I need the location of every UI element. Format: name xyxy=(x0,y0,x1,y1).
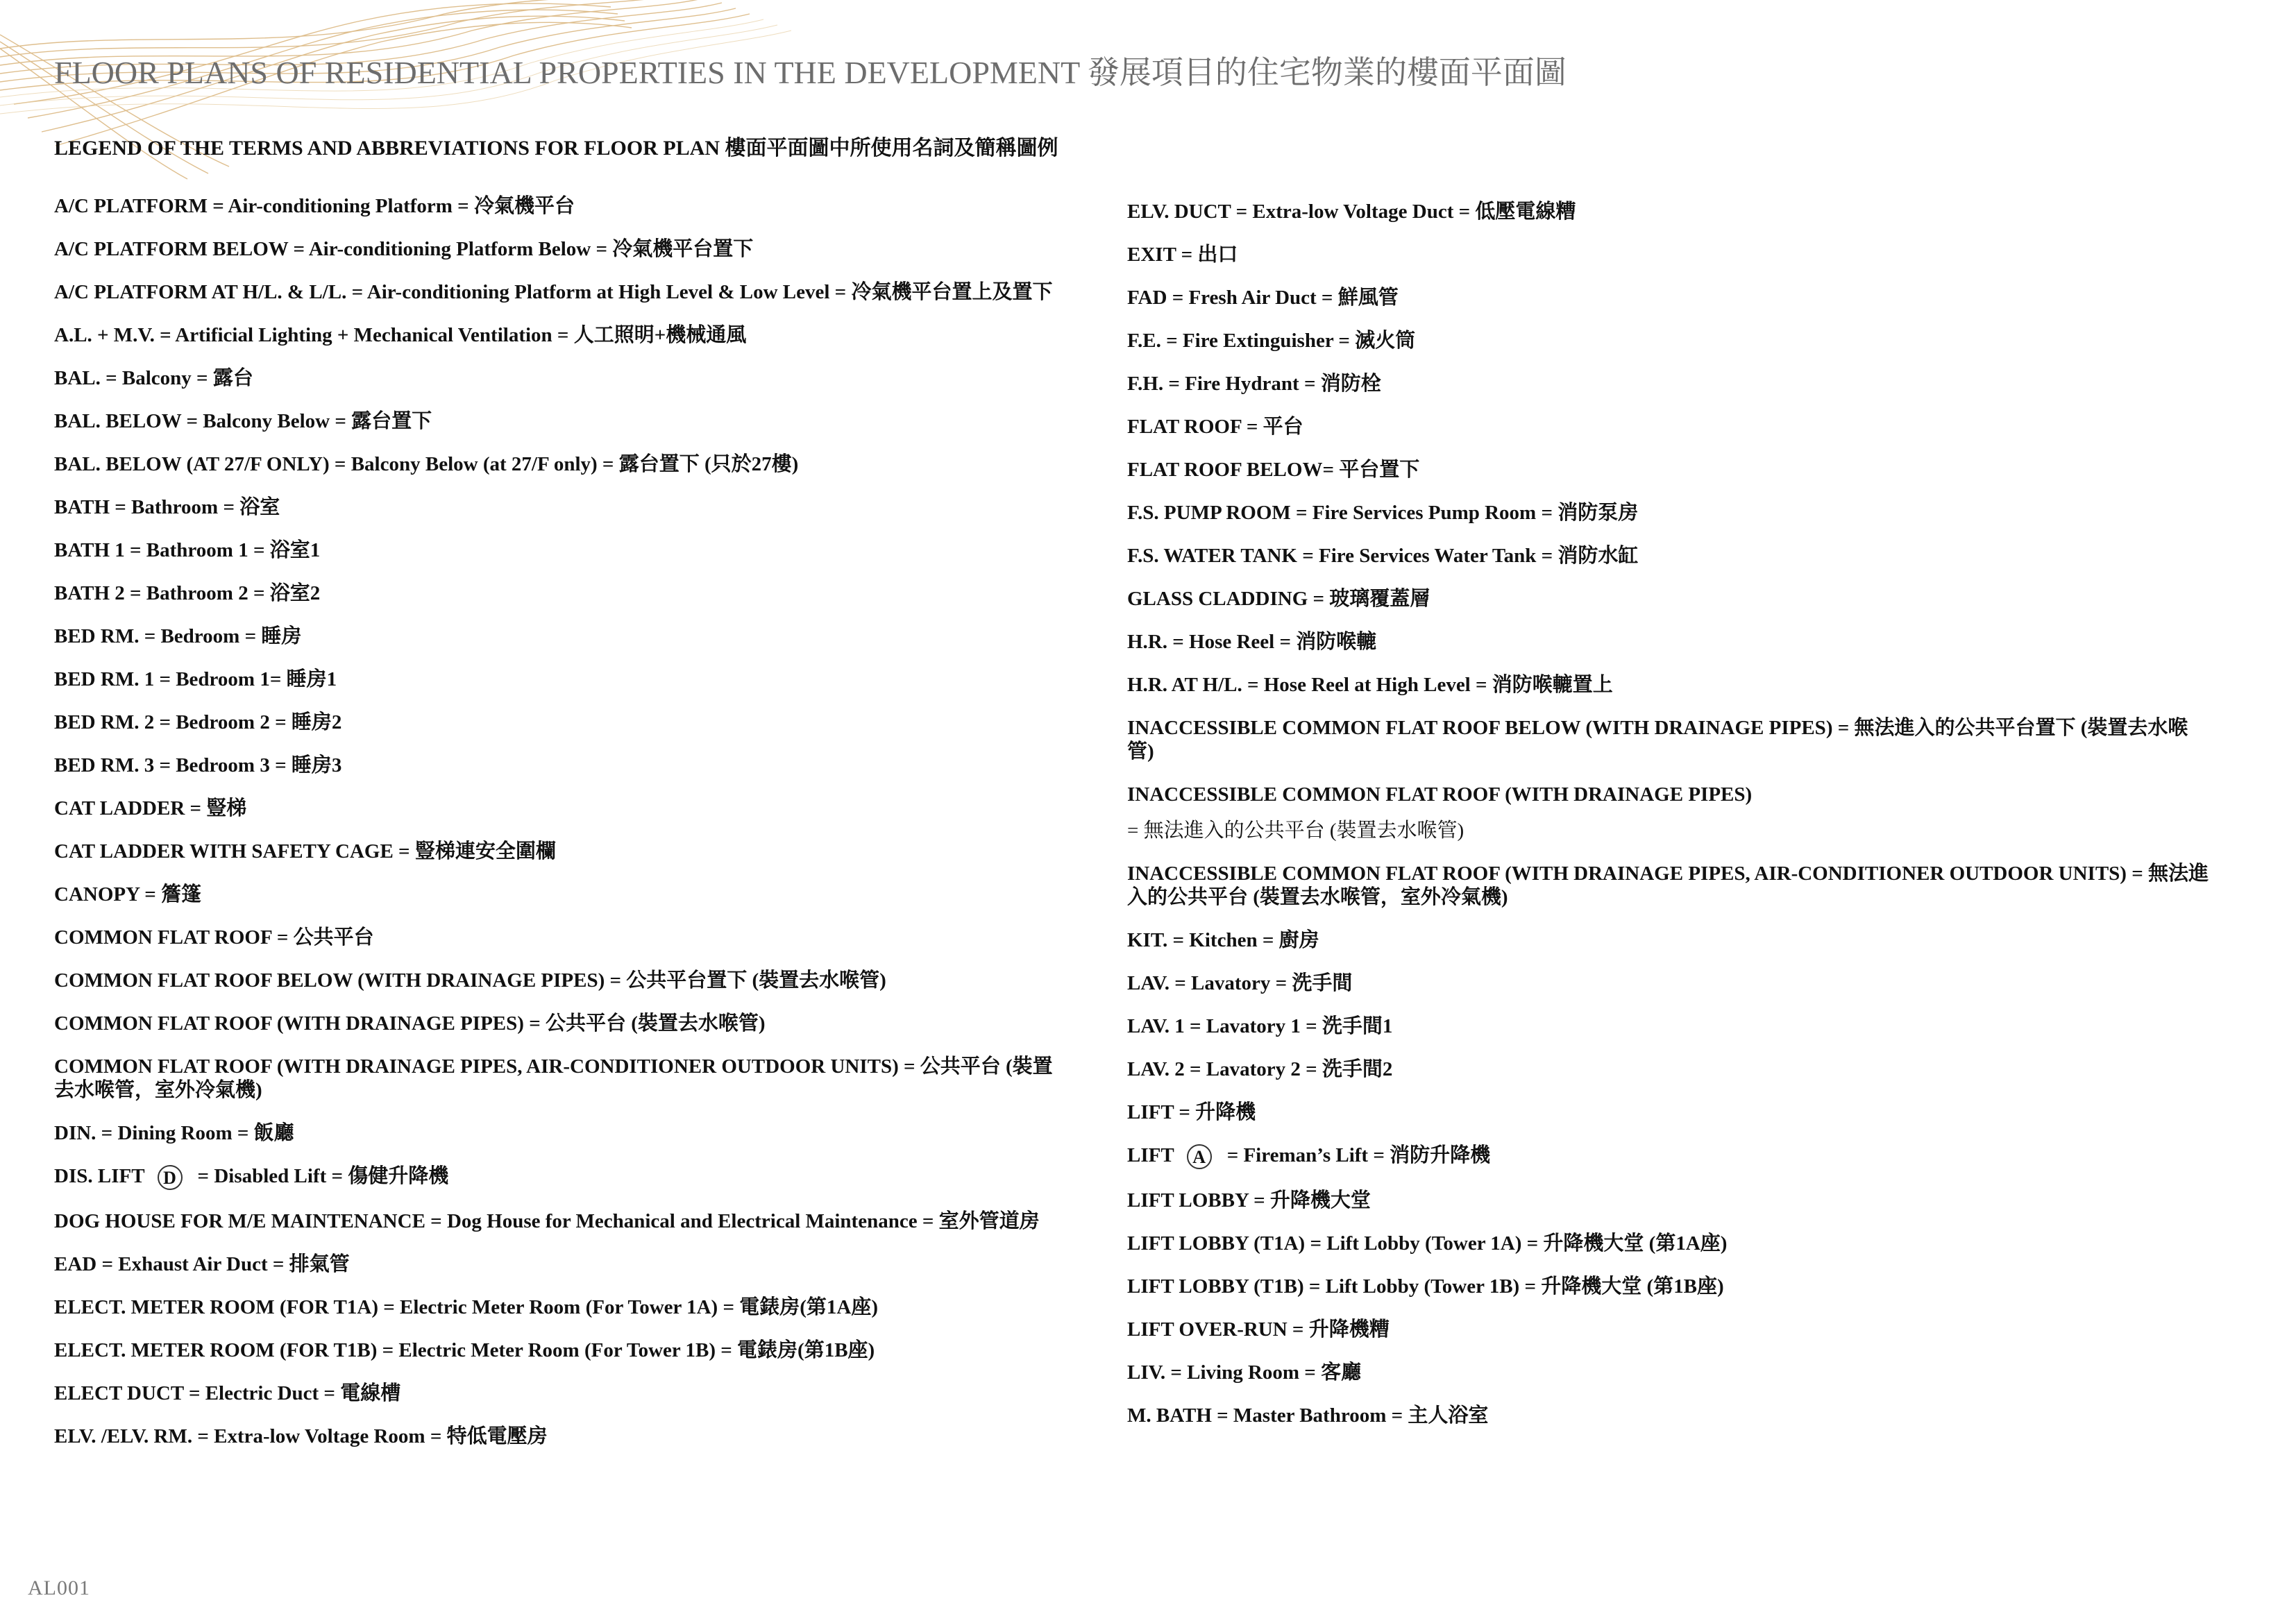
legend-entry: LIFT LOBBY = 升降機大堂 xyxy=(1127,1189,1371,1212)
fireman-lift-prefix: LIFT xyxy=(1127,1144,1174,1166)
legend-entry: F.E. = Fire Extinguisher = 滅火筒 xyxy=(1127,330,1416,352)
legend-entry: DIN. = Dining Room = 飯廳 xyxy=(54,1122,294,1144)
legend-entry: ELV. /ELV. RM. = Extra-low Voltage Room = 特低電壓房 xyxy=(54,1425,548,1448)
legend-entry: LAV. = Lavatory = 洗手間 xyxy=(1127,972,1353,994)
legend-heading: LEGEND OF THE TERMS AND ABBREVIATIONS FOR FLOOR PLAN 樓面平面圖中所使用名詞及簡稱圖例 xyxy=(54,137,1058,160)
legend-column-right xyxy=(1127,200,2210,1447)
legend-entry: F.S. PUMP ROOM = Fire Services Pump Room = 消防泵房 xyxy=(1127,502,1639,524)
legend-entry: BED RM. 1 = Bedroom 1= 睡房1 xyxy=(54,668,337,690)
legend-entry: LIV. = Living Room = 客廳 xyxy=(1127,1361,1362,1384)
legend-entry: FLAT ROOF BELOW= 平台置下 xyxy=(1127,459,1420,481)
legend-entry: DOG HOUSE FOR M/E MAINTENANCE = Dog House for Mechanical and Electrical Maintenance = 室外管道房 xyxy=(54,1210,1040,1233)
legend-entry: A/C PLATFORM = Air-conditioning Platform = 冷氣機平台 xyxy=(54,195,575,217)
circled-d-symbol-icon: D xyxy=(158,1165,183,1190)
legend-entry: M. BATH = Master Bathroom = 主人浴室 xyxy=(1127,1404,1489,1427)
legend-entry: COMMON FLAT ROOF (WITH DRAINAGE PIPES) = 公共平台 (裝置去水喉管) xyxy=(54,1012,766,1035)
legend-entry: LAV. 2 = Lavatory 2 = 洗手間2 xyxy=(1127,1058,1393,1080)
legend-entry: A/C PLATFORM AT H/L. & L/L. = Air-conditioning Platform at High Level & Low Level = 冷氣機平台置上及置下 xyxy=(54,281,1053,303)
page-number: AL001 xyxy=(28,1577,90,1599)
legend-entry: KIT. = Kitchen = 廚房 xyxy=(1127,929,1319,951)
legend-entry: LIFT LOBBY (T1A) = Lift Lobby (Tower 1A) = 升降機大堂 (第1A座) xyxy=(1127,1232,1728,1255)
legend-column-left xyxy=(54,194,1123,1468)
fireman-lift-suffix: = Fireman’s Lift = 消防升降機 xyxy=(1226,1144,1491,1166)
legend-entry: A.L. + M.V. = Artificial Lighting + Mechanical Ventilation = 人工照明+機械通風 xyxy=(54,324,747,346)
legend-entry: = 無法進入的公共平台 (裝置去水喉管) xyxy=(1127,819,1464,842)
legend-entry: ELV. DUCT = Extra-low Voltage Duct = 低壓電線糟 xyxy=(1127,201,1576,223)
legend-entry: CANOPY = 簷篷 xyxy=(54,883,201,906)
legend-entry: H.R. = Hose Reel = 消防喉轆 xyxy=(1127,631,1377,653)
legend-entry: A/C PLATFORM BELOW = Air-conditioning Platform Below = 冷氣機平台置下 xyxy=(54,238,754,260)
legend-entry: LIFT = 升降機 xyxy=(1127,1101,1256,1123)
legend-entry: BED RM. 2 = Bedroom 2 = 睡房2 xyxy=(54,711,342,733)
dis-lift-prefix: DIS. LIFT xyxy=(54,1165,145,1187)
legend-entry: COMMON FLAT ROOF = 公共平台 xyxy=(54,926,374,949)
legend-entry: LIFT LOBBY (T1B) = Lift Lobby (Tower 1B) = 升降機大堂 (第1B座) xyxy=(1127,1275,1724,1298)
legend-entry: F.S. WATER TANK = Fire Services Water Tank = 消防水缸 xyxy=(1127,545,1639,567)
legend-entry: ELECT. METER ROOM (FOR T1B) = Electric Meter Room (For Tower 1B) = 電錶房(第1B座) xyxy=(54,1339,875,1362)
legend-entry-fireman-lift xyxy=(1127,1144,2210,1169)
legend-entry: FAD = Fresh Air Duct = 鮮風管 xyxy=(1127,287,1399,309)
legend-entry: LIFT OVER-RUN = 升降機糟 xyxy=(1127,1318,1390,1341)
page-title: FLOOR PLANS OF RESIDENTIAL PROPERTIES IN THE DEVELOPMENT 發展項目的住宅物業的樓面平面圖 xyxy=(54,55,1567,90)
legend-entry: H.R. AT H/L. = Hose Reel at High Level = 消防喉轆置上 xyxy=(1127,674,1613,696)
dis-lift-suffix: = Disabled Lift = 傷健升降機 xyxy=(197,1165,449,1187)
legend-entry: BED RM. = Bedroom = 睡房 xyxy=(54,625,302,647)
legend-entry: BAL. = Balcony = 露台 xyxy=(54,367,253,389)
legend-entry: BAL. BELOW = Balcony Below = 露台置下 xyxy=(54,410,432,432)
legend-entry: ELECT. METER ROOM (FOR T1A) = Electric Meter Room (For Tower 1A) = 電錶房(第1A座) xyxy=(54,1296,878,1319)
legend-entry: BED RM. 3 = Bedroom 3 = 睡房3 xyxy=(54,754,342,776)
legend-entry: CAT LADDER WITH SAFETY CAGE = 豎梯連安全圍欄 xyxy=(54,840,556,863)
circled-a-symbol-icon: A xyxy=(1187,1144,1212,1169)
legend-entry: BATH 2 = Bathroom 2 = 浴室2 xyxy=(54,582,321,604)
legend-entry: INACCESSIBLE COMMON FLAT ROOF (WITH DRAINAGE PIPES) xyxy=(1127,783,1753,806)
legend-entry: ELECT DUCT = Electric Duct = 電線槽 xyxy=(54,1382,401,1405)
legend-entry: CAT LADDER = 豎梯 xyxy=(54,797,247,819)
legend-entry: BATH 1 = Bathroom 1 = 浴室1 xyxy=(54,539,321,561)
legend-entry: COMMON FLAT ROOF (WITH DRAINAGE PIPES, AIR-CONDITIONER OUTDOOR UNITS) = 公共平台 (裝置去水喉管，室外冷氣機) xyxy=(54,1055,1053,1101)
legend-entry: GLASS CLADDING = 玻璃覆蓋層 xyxy=(1127,588,1430,610)
legend-entry: EXIT = 出口 xyxy=(1127,244,1238,266)
legend-entry-dis-lift xyxy=(54,1164,1123,1190)
legend-entry: FLAT ROOF = 平台 xyxy=(1127,416,1303,438)
legend-entry: BATH = Bathroom = 浴室 xyxy=(54,496,280,518)
legend-entry: BAL. BELOW (AT 27/F ONLY) = Balcony Below (at 27/F only) = 露台置下 (只於27樓) xyxy=(54,453,799,475)
legend-entry: INACCESSIBLE COMMON FLAT ROOF (WITH DRAINAGE PIPES, AIR-CONDITIONER OUTDOOR UNITS) = 無法進入的公共平台 (裝置去水喉管，室外冷氣機) xyxy=(1127,863,2209,908)
legend-entry: LAV. 1 = Lavatory 1 = 洗手間1 xyxy=(1127,1015,1393,1037)
legend-entry: COMMON FLAT ROOF BELOW (WITH DRAINAGE PIPES) = 公共平台置下 (裝置去水喉管) xyxy=(54,969,886,992)
legend-entry: INACCESSIBLE COMMON FLAT ROOF BELOW (WITH DRAINAGE PIPES) = 無法進入的公共平台置下 (裝置去水喉管) xyxy=(1127,717,2188,763)
legend-entry: F.H. = Fire Hydrant = 消防栓 xyxy=(1127,373,1381,395)
legend-entry: EAD = Exhaust Air Duct = 排氣管 xyxy=(54,1253,350,1276)
